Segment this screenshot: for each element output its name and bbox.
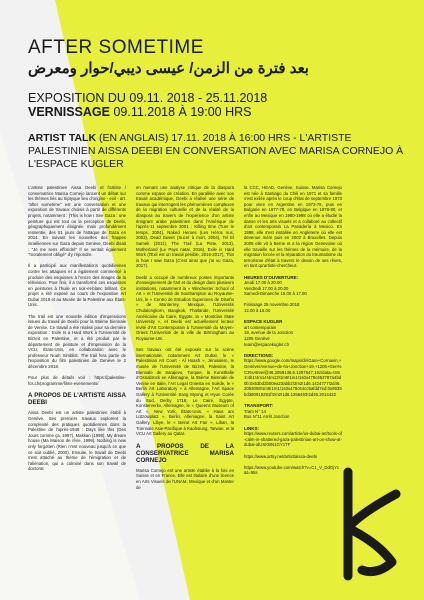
artist-talk-heading — [28, 132, 408, 171]
directions-link[interactable]: https://www.google.com/maps/dir/Gare+Cornavin,+Genève/Avenue+de+la+Jonction+19,+1205+Gen%C3%A8ve/@46.2059136,6.1257647,15z/data=!3m1!4b1!4m14!4m13!1m5!1m1!1s0x478c652787a4bd0b:0x53bd2b00ea23abb2!2m2!1d6.1424777!2d46.2093058!1m5!1m1!1s0x478c64cc5afdd7ed:0x9935bd380919291f!2m2!1d6.1256493!2d46.2014422 — [244, 358, 342, 397]
opening-hours: Jeudi 17.00 à 20.00 Vendredi 17.00 à 20.00 Samedi-Dimanche 15.00 à 17.00 — [244, 280, 307, 297]
transport-info: Tram N° 14 Bus N°11 Arrêt Jonction — [244, 408, 290, 420]
espace-kugler-logo-icon — [334, 466, 406, 586]
trail-paragraph: The trail est une nouvelle édition d'impressions issues du travail de Deebi pour la 55ème biennale de Venise. Ce travail a été réalisé pour sa dernière exposition : Exile Is a Hard Work à l'Université de Birzeit en Palestine, et a été produit par le département de peinture et d'impression de la VCU, États-Unis, en collaboration avec le professeur Noah Simblist. The trail fera partie de l'exposition du film palestinien de Genève le 2 décembre 2018. — [28, 313, 126, 369]
text-column-1 — [28, 185, 126, 478]
intro-paragraph: L'artiste palestinien Aissa Deebi et l'artiste / conservatrice Marisa Cornejo lancent un débat sur les thèmes liés au triptyque lieu d'origine - exil - art. "after sometime" est une conversation et une exposition de travaux choisis à partir de différents projets, notamment : (This is how I See Gaza : une peinture qui est tout ou la perception de Deebi, géographiquement éloignée mais profondément ressentie, des 51 jours de l'attaque de Gaza en 2014. En suivant les nouvelles des frappes israéliennes sur Gaza depuis Genève, Deebi disait : "Je me sens effondré" Il se sentait également "moralement obligé" d'y répondre. — [28, 185, 126, 258]
links-label: LINKS: — [244, 425, 259, 431]
opening-hours-label: HEURES D'OUVERTURE: — [244, 274, 299, 280]
text-column-2 — [136, 185, 234, 496]
espace-kugler-label: ESPACE KUGLER — [244, 319, 283, 325]
artist-talk-details: (EN ANGLAIS) 17.11. 2018 À 16:00 HRS - L'ARTISTE PALESTINIEN AISSA DEEBI EN CONVERSATION AVEC MARISA CORNEJO À L'ESPACE KUGLER — [28, 132, 404, 170]
transport-label: TRANSPORT: — [244, 403, 273, 409]
exhibition-title: AFTER SOMETIME — [28, 37, 204, 58]
about-artist-heading: A PROPOS DE L'ARTISTE AISSA DEEBI — [28, 392, 126, 407]
gaza-paragraph: Il a participé aux manifestations quotidiennes contre les attaques et a également commencé à produire des esquisses à l'encre des images de la télévision. Pour finir, il a transformé ces esquisses en peintures à l'huile en noir-et-blanc brillant. Ce projet a été exposé au cours de l'exposition Art Dubai 2018 et au Musée de la Palestine aux États-Unis. — [28, 263, 126, 308]
directions-label: DIRECTIONS: — [244, 352, 274, 358]
artist-talk-label: ARTIST TALK — [28, 132, 97, 144]
arabic-title: بعد فترة من الزمن/ عيسى ديبي/حوار ومعرض — [28, 60, 309, 77]
vernissage-label: VERNISSAGE — [28, 105, 110, 119]
vernissage-line — [28, 106, 252, 119]
about-artist-paragraph: Aissa Deebi est un artiste palestinien établi à Genève. Ses premiers travaux explorent la complexité des pratiques quotidiennes dans la Palestine de l'après-1948 : Days like this (Des Jours comme ça, 1997), Makkan (1998), My dream house (Ma Maison de rêve, 1999), Nothing is new only forgotten (Rien n'est nouveau jusqu'à ce que ce soit oublié, 2000). Ensuite, le travail de Deebi s'est attaché au thème de l'émigration et de l'aliénation, qui a culminé dans son travail de doctorat — [28, 410, 126, 472]
details-link-paragraph[interactable]: Pour plus de détails voir : https://palestine-fcs.ch/programme/films-evenements/ — [28, 375, 126, 386]
about-curator-heading: A PROPOS DE LA CONSERVATRICE MARISA CORNEJO — [136, 442, 234, 464]
diaspora-paragraph: en menant une analyse critique de la diaspora comme espace de création. En parallèle avec son travail académique, Deebi a réalisé une série de travaux qui interrogent les phénomènes complexes de la migration culturelle et de la réalité de la diaspora au travers de l'expérience d'un artiste émigrant arabe palestinien dans l'Amérique de l'après-11 septembre 2001 : Killing time (Tuer le temps, 2004), Naked Heroes (Les Héros nus, 2003), Dead Sweet (Sucré à mort, 2004), Tel El Samek (2011), The Trail (La Piste, 2013), Motherland (Le Pays natal, 2016), Exile is Hard Work (l'Exil est un travail pénible, 2016-2017), This is how I saw Gaza (C'est ainsi que j'ai vu Gaza, 2017). — [136, 185, 234, 269]
finissage-info: Finissage 25 novembre.2018 12.00 à 16.00 — [244, 302, 300, 314]
exposition-dates: EXPOSITION DU 09.11. 2018 - 25.11.2018 — [28, 91, 268, 105]
teaching-paragraph: Deebi a occupé de nombreux postes importants d'enseignement de l'art et du design dans plusieurs institutions, notamment la « Winchester School of Art » et l'Université de Southampton au Royaume-Uni, le « Centro de Estudios Superiores de Diseño » de Monterrey, Mexique, l'Université Chulalongkorn, Bangkok, Thaïlande, l'Université Américaine du Caire, Égypte, la « Montclair State University », et Deebi est actuellement lecteur invité d'Art Contemporain à l'Université du Moyen-Orient l'Université de la ville de Birmingham au Royaume-Uni. — [136, 274, 234, 342]
exhibitions-paragraph: Ses travaux ont été exposés sur la scène internationale, notamment Art Dubaï, le « Palestinian Art Court - Al Hoash », Jérusalem, le musée de l'Université de Birzeit, Palestine, la Biennale de Sarajevo, Turquie, la Kunsthalle d'Osnabrück en Allemagne, la 55ème Biennale de Venise en Italie, l'Art Legal Gniesta en Suède, le « Berlin Art Laboratory » à Allemagne, l'Art Space Gallery à l'Université Sang Myung et Hyun Corée du Sud, Derby 1718, Le Caire, Égypte, Konsterverkv, Allemagne, le « Queens Museum of Art », New York, États-Unis, « Haus am Lützowplatz », Berlin, Allemagne, la Saint Art Gallery, Libye, le « Beirut Art Fair », Liban, la Triennale Asie-Pacifique à Kaohsiung, Taïwan, et la VCU Art Gallery au Qatar. — [136, 347, 234, 437]
links-list[interactable]: https://www.reuters.com/article/us-dubai-art/tools-of-calm-in-shattered-gaza-palestinian-art-on-show-at-dubai-idUSKBN1GY1TF https://www.artsy.net/artist/aissa-deebi https://www.youtube.com/watch?v=C1_V_DdGjYc&t=95s — [244, 431, 342, 476]
curator-bio-paragraph: la CCC, HEAD, Genève, Suisse. Marisa Cornejo est née à Santiago du Chili en 1971 et sa famille s'est exilée après le coup d'état de septembre 1973 pour vivre en Argentine en 1973-76, puis en Bulgarie en 1977-78, en Belgique en 1978-80, et enfin au Mexique en 1980-1998 où elle a étudié la danse et les arts visuels et a collaboré au collectif d'art contemporain La Panadería à Mexico. En 1998, elle s'est installée en Angleterre où elle est devenue mère puis en 2002 à Bruxelles. Depuis 2005 elle vit à Berne et a la région Genevoise où elle travaille sur les thèmes de la mémoire, de la migration forcée et la réparation du traumatisme du terrorisme d'état à travers le dessin de ses rêves, en tant qu'artiste-chercheur. — [244, 185, 342, 269]
espace-kugler-address: art contemporain 19, avenue de la Jonction 1205 Genève team@espacekugler.ch — [244, 324, 293, 347]
vernissage-date: 09.11.2018 À 19:00 HRS — [109, 105, 252, 119]
text-column-3 — [244, 185, 342, 481]
about-curator-paragraph: Marisa Cornejo est une artiste établie à la fois en Suisse et en France. Elle est titulaire d'une licence en Arts Visuels de l'UNAM, Mexique et d'un Master de — [136, 467, 234, 490]
